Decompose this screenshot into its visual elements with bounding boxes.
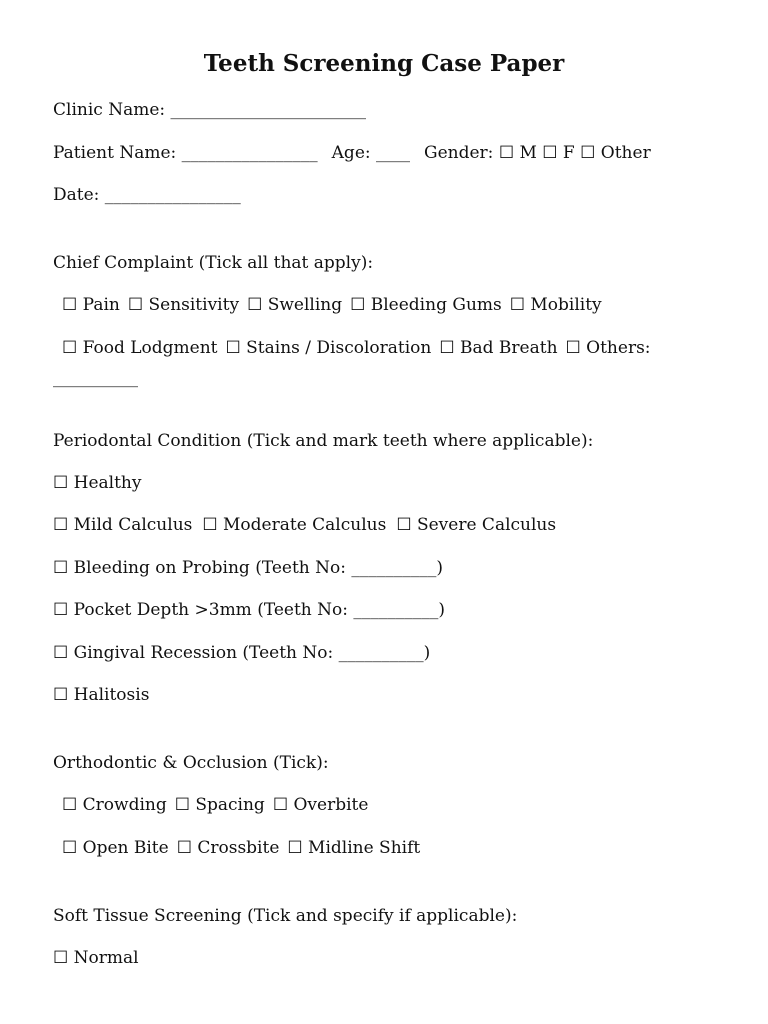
gender-label: Gender:: [424, 143, 494, 163]
crossbite-checkbox[interactable]: ☐ Crossbite: [176, 838, 280, 858]
severe-calculus-checkbox[interactable]: ☐ Severe Calculus: [396, 515, 557, 535]
complaint-mobility-checkbox[interactable]: ☐ Mobility: [509, 295, 602, 315]
page-title: Teeth Screening Case Paper: [203, 50, 565, 77]
complaint-food-lodgment-checkbox[interactable]: ☐ Food Lodgment: [62, 338, 218, 358]
chief-complaint-heading: Chief Complaint (Tick all that apply):: [53, 253, 374, 273]
gingival-recession-checkbox[interactable]: ☐ Gingival Recession (Teeth No: __________): [53, 643, 431, 663]
clinic-name-field[interactable]: Clinic Name: _______________________: [53, 100, 367, 120]
complaint-stains-checkbox[interactable]: ☐ Stains / Discoloration: [225, 338, 432, 358]
complaint-swelling-checkbox[interactable]: ☐ Swelling: [247, 295, 343, 315]
gender-f-checkbox[interactable]: ☐ F: [542, 143, 575, 163]
soft-tissue-heading: Soft Tissue Screening (Tick and specify if applicable):: [53, 906, 518, 926]
spacing-checkbox[interactable]: ☐ Spacing: [174, 795, 265, 815]
complaint-sensitivity-checkbox[interactable]: ☐ Sensitivity: [127, 295, 240, 315]
moderate-calculus-checkbox[interactable]: ☐ Moderate Calculus: [202, 515, 387, 535]
chief-complaint-row-1: [62, 294, 602, 316]
open-bite-checkbox[interactable]: ☐ Open Bite: [62, 838, 169, 858]
bleeding-on-probing-checkbox[interactable]: ☐ Bleeding on Probing (Teeth No: __________): [53, 558, 444, 578]
orthodontic-row-2: [62, 837, 420, 859]
pocket-depth-checkbox[interactable]: ☐ Pocket Depth >3mm (Teeth No: __________): [53, 600, 446, 620]
patient-info-row: [53, 142, 651, 164]
patient-name-field[interactable]: Patient Name: ________________: [53, 143, 318, 163]
midline-shift-checkbox[interactable]: ☐ Midline Shift: [287, 838, 421, 858]
complaint-pain-checkbox[interactable]: ☐ Pain: [62, 295, 120, 315]
periodontal-heading: Periodontal Condition (Tick and mark teeth where applicable):: [53, 431, 594, 451]
gender-other-checkbox[interactable]: ☐ Other: [580, 143, 651, 163]
halitosis-checkbox[interactable]: ☐ Halitosis: [53, 685, 150, 705]
chief-complaint-row-2: [62, 337, 651, 359]
overbite-checkbox[interactable]: ☐ Overbite: [272, 795, 369, 815]
soft-tissue-normal-checkbox[interactable]: ☐ Normal: [53, 948, 139, 968]
complaint-others-blank[interactable]: __________: [53, 368, 138, 388]
age-field[interactable]: Age: ____: [331, 143, 411, 163]
orthodontic-row-1: [62, 794, 368, 816]
complaint-bleeding-gums-checkbox[interactable]: ☐ Bleeding Gums: [350, 295, 502, 315]
date-field[interactable]: Date: ________________: [53, 185, 241, 205]
orthodontic-heading: Orthodontic & Occlusion (Tick):: [53, 753, 329, 773]
crowding-checkbox[interactable]: ☐ Crowding: [62, 795, 167, 815]
gender-m-checkbox[interactable]: ☐ M: [498, 143, 537, 163]
periodontal-healthy-checkbox[interactable]: ☐ Healthy: [53, 473, 142, 493]
mild-calculus-checkbox[interactable]: ☐ Mild Calculus: [53, 515, 193, 535]
calculus-row: [53, 514, 556, 536]
complaint-bad-breath-checkbox[interactable]: ☐ Bad Breath: [439, 338, 558, 358]
complaint-others-checkbox[interactable]: ☐ Others:: [565, 338, 651, 358]
